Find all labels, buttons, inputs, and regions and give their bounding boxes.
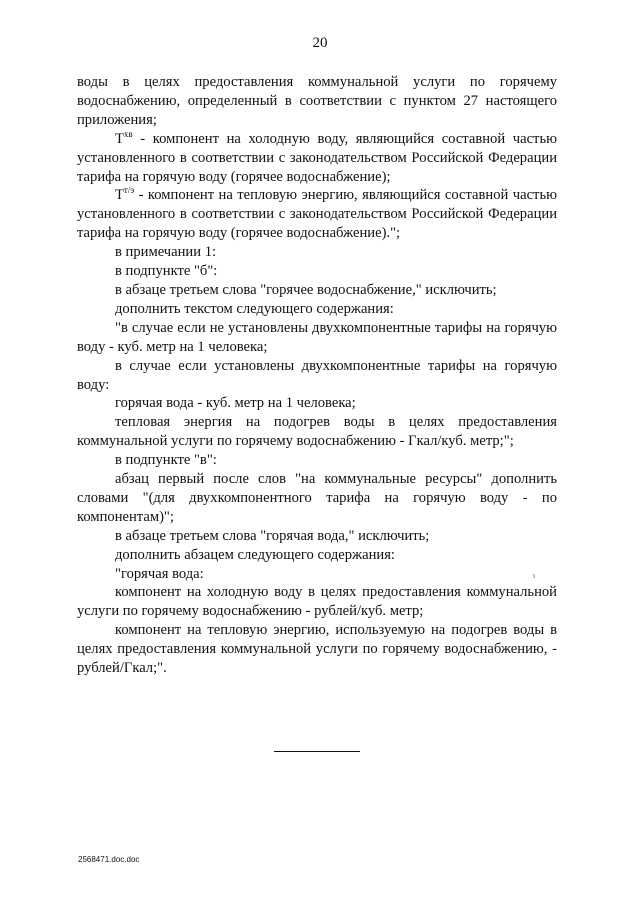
paragraph bbox=[77, 583, 557, 621]
paragraph-text: в случае если установлены двухкомпонентные тарифы на горячую воду: bbox=[77, 357, 557, 393]
paragraph bbox=[77, 527, 557, 546]
paragraph bbox=[77, 262, 557, 281]
paragraph-text: в подпункте "в": bbox=[115, 452, 217, 469]
footer-filename: 2568471.doc.doc bbox=[78, 855, 140, 864]
symbol-T: T bbox=[115, 130, 124, 147]
paragraph bbox=[77, 621, 557, 678]
document-body bbox=[77, 73, 557, 678]
paragraph-text: - компонент на холодную воду, являющийся составной частью установленного в соответствии с законодательством Российской Федерации тарифа на горячую воду (горячее водоснабжение); bbox=[77, 130, 557, 185]
paragraph-text: тепловая энергия на подогрев воды в целях предоставления коммунальной услуги по горячему водоснабжению - Гкал/куб. метр;"; bbox=[77, 414, 557, 450]
paragraph-text: "в случае если не установлены двухкомпонентные тарифы на горячую воду - куб. метр на 1 человека; bbox=[77, 319, 557, 355]
paragraph bbox=[77, 319, 557, 357]
paragraph bbox=[77, 281, 557, 300]
paragraph-text: в примечании 1: bbox=[115, 244, 217, 261]
symbol-superscript: хв bbox=[123, 128, 133, 139]
paragraph bbox=[77, 357, 557, 395]
paragraph-text: в абзаце третьем слова "горячее водоснабжение," исключить; bbox=[115, 281, 497, 298]
paragraph bbox=[77, 565, 557, 584]
paragraph bbox=[77, 186, 557, 243]
paragraph bbox=[77, 451, 557, 470]
paragraph-text: воды в целях предоставления коммунальной услуги по горячему водоснабжению, определенный в соответствии с пунктом 27 настоящего приложения; bbox=[77, 74, 557, 128]
separator-line bbox=[274, 751, 360, 752]
paragraph bbox=[77, 413, 557, 451]
page-number: 20 bbox=[312, 35, 328, 51]
paragraph bbox=[77, 243, 557, 262]
paragraph-text: в абзаце третьем слова "горячая вода," исключить; bbox=[115, 527, 430, 544]
paragraph-text: компонент на холодную воду в целях предоставления коммунальной услуги по горячему водоснабжению - рублей/куб. метр; bbox=[77, 584, 557, 620]
paragraph-text: - компонент на тепловую энергию, являющийся составной частью установленного в соответствии с законодательством Российской Федерации тарифа на горячую воду (горячее водоснабжение)."; bbox=[77, 187, 557, 242]
stray-mark: ι bbox=[533, 571, 536, 580]
paragraph-text: дополнить текстом следующего содержания: bbox=[115, 300, 394, 317]
paragraph bbox=[77, 130, 557, 187]
paragraph bbox=[77, 73, 557, 130]
paragraph-text: в подпункте "б": bbox=[115, 263, 218, 280]
paragraph bbox=[77, 300, 557, 319]
symbol-superscript: т/э bbox=[123, 185, 135, 196]
paragraph-text: горячая вода - куб. метр на 1 человека; bbox=[115, 395, 356, 412]
paragraph-text: компонент на тепловую энергию, используемую на подогрев воды в целях предоставления коммунальной услуги по горячему водоснабжению, - рублей/Гкал;". bbox=[77, 622, 557, 677]
paragraph-text: "горячая вода: bbox=[115, 565, 204, 582]
paragraph bbox=[77, 546, 557, 565]
paragraph bbox=[77, 470, 557, 527]
paragraph-text: абзац первый после слов "на коммунальные ресурсы" дополнить словами "(для двухкомпонентного тарифа на горячую воду - по компонентам)"; bbox=[77, 471, 557, 525]
paragraph bbox=[77, 394, 557, 413]
paragraph-text: дополнить абзацем следующего содержания: bbox=[115, 546, 395, 563]
symbol-T: T bbox=[115, 187, 124, 204]
